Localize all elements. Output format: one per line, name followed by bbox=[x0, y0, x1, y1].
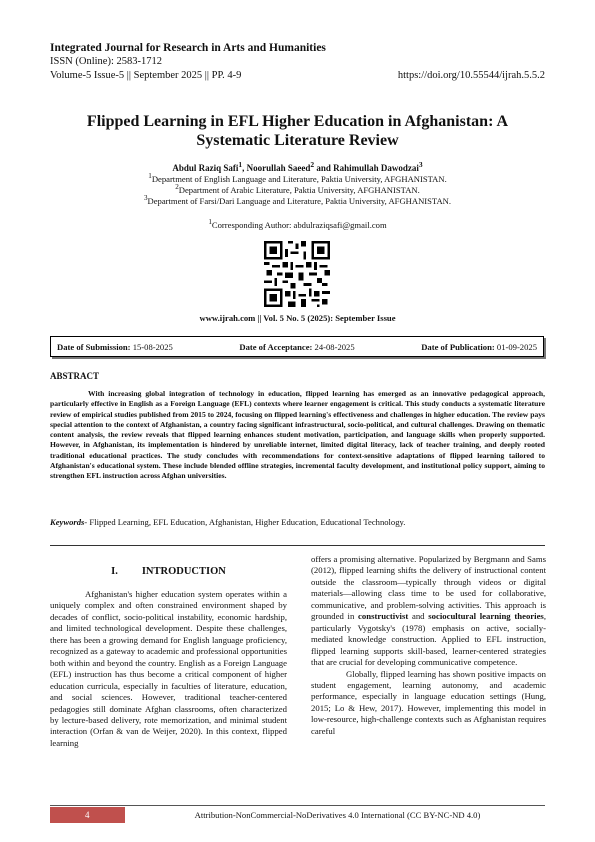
acceptance-date: Date of Acceptance: 24-08-2025 bbox=[239, 341, 355, 352]
corresponding-author: $^1$Corresponding Author: abdulraziqsafi@gmail.com bbox=[208, 218, 387, 230]
page-number: 4 bbox=[50, 807, 125, 823]
author-sup: 3 bbox=[418, 160, 423, 169]
section-heading: I. INTRODUCTION bbox=[111, 566, 226, 577]
abstract-heading: ABSTRACT bbox=[50, 371, 100, 381]
intro-column-2 bbox=[311, 554, 546, 737]
author-name: Rahimullah Dawodzai bbox=[333, 163, 419, 173]
affiliation: $^2$Department of Arabic Literature, Paktia University, AFGHANISTAN. bbox=[175, 183, 420, 195]
section-divider bbox=[50, 545, 545, 546]
intro-paragraph: offers a promising alternative. Popularized by Bergmann and Sams (2012), flipped learning shifts the delivery of instructional content outside the classroom—typically through videos or digital materials—allowing class time to be used for collaborative, communicative, and problem-solving activities. This approach is grounded in constructivist and sociocultural learning theories, particularly Vygotsky's (1978) emphasis on active, socially-mediated knowledge construction. Applied to EFL instruction, flipped learning supports skill-based, learner-centered strategies that are crucial for developing communicative competence. bbox=[311, 554, 546, 668]
dates-box bbox=[50, 336, 544, 357]
journal-issn: ISSN (Online): 2583-1712 bbox=[50, 56, 162, 67]
author-name: Noorullah Saeed bbox=[246, 163, 311, 173]
journal-volume: Volume-5 Issue-5 || September 2025 || PP. 4-9 bbox=[50, 70, 242, 81]
footer-divider bbox=[50, 805, 545, 806]
submission-date: Date of Submission: 15-08-2025 bbox=[57, 341, 173, 352]
intro-paragraph: Afghanistan's higher education system operates within a uniquely complex and often constrained environment shaped by decades of conflict, socio-political instability, economic hardship, and limited technological development. Despite these challenges, there has been a growing demand for English language proficiency, recognized as a gateway to academic and professional opportunities both within and beyond the country. English as a Foreign Language (EFL) instruction has thus become a critical component of higher education curricula, especially in faculties of literature, education, and social sciences. However, traditional teacher-centered pedagogies still dominate Afghan classrooms, often characterized by lecture-based delivery, rote memorization, and minimal student interaction (Orfan & van de Weijer, 2020). In this context, flipped learning bbox=[50, 589, 287, 748]
author-name: Abdul Raziq Safi bbox=[172, 163, 239, 173]
publication-date: Date of Publication: 01-09-2025 bbox=[421, 341, 537, 352]
keywords: Keywords- Flipped Learning, EFL Education, Afghanistan, Higher Education, Educational Technology. bbox=[50, 517, 406, 527]
license-text: Attribution-NonCommercial-NoDerivatives 4.0 International (CC BY-NC-ND 4.0) bbox=[194, 810, 481, 820]
journal-name: Integrated Journal for Research in Arts and Humanities bbox=[50, 42, 326, 54]
doi-link[interactable]: https://doi.org/10.55544/ijrah.5.5.2 bbox=[397, 70, 545, 81]
abstract-text: With increasing global integration of technology in education, flipped learning has emerged as an innovative pedagogical approach, particularly effective in English as a Foreign Language (EFL) contexts where learner engagement is critical. This study conducts a systematic literature review of empirical studies published from 2015 to 2024, focusing on flipped learning's effectiveness and challenges in higher education. The review pays special attention to the context of Afghanistan, a country facing significant infrastructural, socio-political, and cultural challenges. Drawing on thematic content analysis, the review reveals that flipped learning enhances student motivation, participation, and language skills when properly supported. However, in Afghanistan, its implementation is hindered by unreliable internet, limited digital literacy, lack of teacher training, and deeply rooted traditional educational practices. The study concludes with recommendations for context-sensitive adaptations of flipped learning tailored to Afghanistan's educational system. These include blended offline strategies, incremental faculty development, and institutional policy support, aiming to strengthen EFL instruction across Afghan universities. bbox=[50, 389, 545, 481]
paper-title: Flipped Learning in EFL Higher Education in Afghanistan: A Systematic Literature Review bbox=[86, 113, 509, 149]
website-issue-line: www.ijrah.com || Vol. 5 No. 5 (2025): September Issue bbox=[199, 313, 396, 323]
author-sup: 1 bbox=[238, 160, 243, 169]
affiliation: $^1$Department of English Language and Literature, Paktia University, AFGHANISTAN. bbox=[148, 172, 447, 184]
intro-paragraph: Globally, flipped learning has shown positive impacts on student engagement, learning autonomy, and academic performance, especially in language education settings (Hung, 2015; Lo & Hew, 2017). However, implementing this model in low-resource, high-challenge contexts such as Afghanistan requires careful bbox=[311, 668, 546, 736]
author-separator: and bbox=[314, 163, 334, 173]
author-sup: 2 bbox=[310, 160, 315, 169]
author-separator: , bbox=[242, 163, 247, 173]
qr-code-icon bbox=[264, 241, 330, 307]
affiliation: $^3$Department of Farsi/Dari Language and Literature, Paktia University, AFGHANISTAN. bbox=[143, 194, 452, 206]
